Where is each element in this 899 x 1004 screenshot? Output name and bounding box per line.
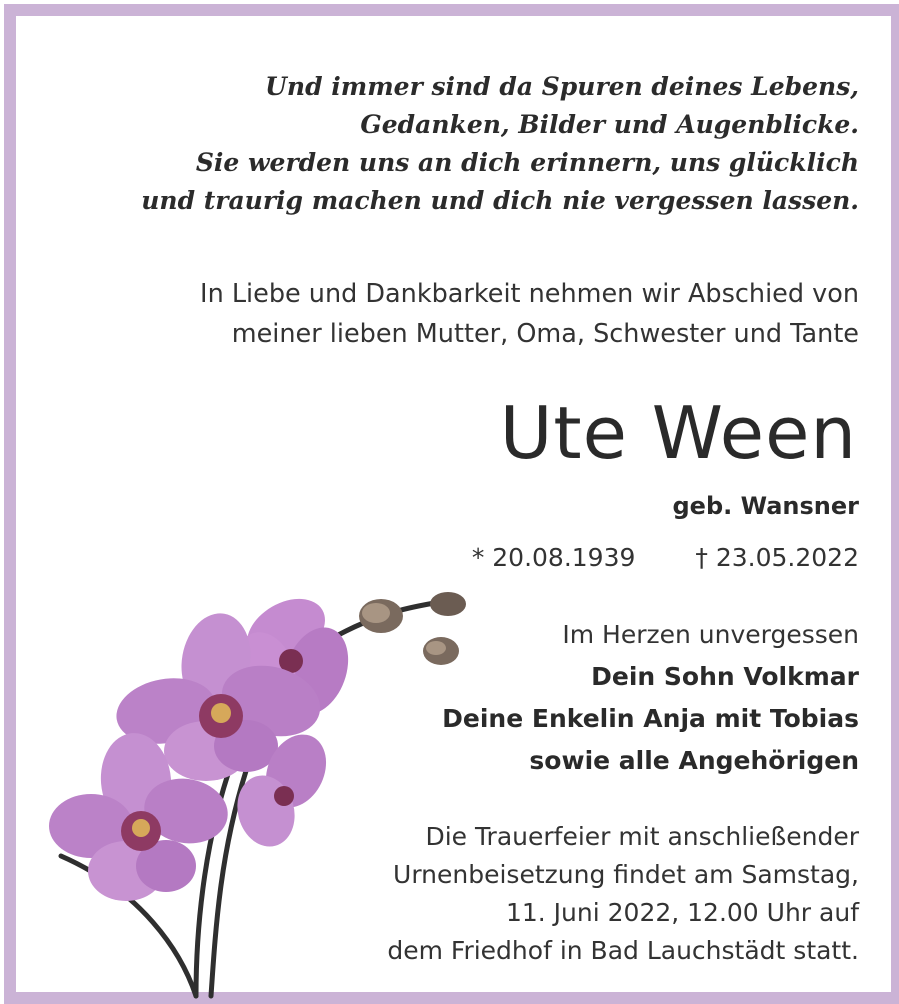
mourners-block [442,614,859,782]
deceased-name: Ute Ween [499,391,857,475]
mourners-lead: Im Herzen unvergessen [562,620,859,649]
mourner-name: Deine Enkelin Anja mit Tobias [442,704,859,733]
poem-line: Sie werden uns an dich erinnern, uns glücklich [195,148,859,177]
ceremony-line: dem Friedhof in Bad Lauchstädt statt. [387,936,859,965]
border-frame [4,4,899,1004]
ceremony-details [387,818,859,970]
memorial-poem [141,68,859,220]
life-dates [472,538,859,578]
obituary-content [26,26,881,982]
farewell-intro [200,274,859,354]
poem-line: Gedanken, Bilder und Augenblicke. [360,110,859,139]
mourner-name: Dein Sohn Volkmar [591,662,859,691]
mourner-name: sowie alle Angehörigen [529,746,859,775]
poem-line: und traurig machen und dich nie vergessen lassen. [141,186,859,215]
poem-line: Und immer sind da Spuren deines Lebens, [265,72,859,101]
ceremony-line: Die Trauerfeier mit anschließender [425,822,859,851]
birth-date: * 20.08.1939 [471,543,636,572]
ceremony-line: 11. Juni 2022, 12.00 Uhr auf [505,898,859,927]
death-date: † 23.05.2022 [695,543,859,572]
intro-line: meiner lieben Mutter, Oma, Schwester und Tante [231,319,859,349]
birth-name: geb. Wansner [672,492,859,520]
ceremony-line: Urnenbeisetzung findet am Samstag, [393,860,859,889]
intro-line: In Liebe und Dankbarkeit nehmen wir Abschied von [200,279,859,309]
